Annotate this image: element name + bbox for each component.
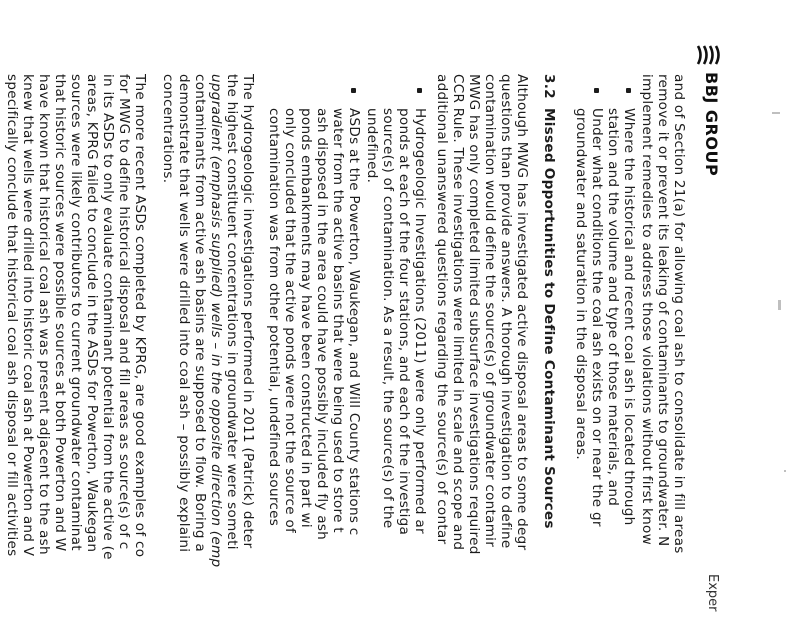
text-line: Where the historical and recent coal ash is located through: [621, 108, 637, 526]
text-line: only concluded that the active ponds were not the source of: [282, 108, 298, 534]
text-line: The more recent ASDs completed by KPRG, are good examples of co: [132, 74, 148, 558]
text-line: in its ASDs to only evaluate contaminant potential from the active (e: [100, 74, 116, 560]
scan-artifact: [784, 470, 786, 472]
text-line: concentrations.: [160, 74, 176, 184]
scan-artifact: [772, 112, 780, 114]
text-line: have known that historical coal ash was present adjacent to the ash: [36, 74, 52, 555]
bullet-icon: [417, 88, 422, 93]
text-line: for MWG to define historical disposal and fill areas as source(s) of c: [116, 74, 132, 550]
text-line: Under what conditions the coal ash exists on or near the gr: [589, 108, 605, 527]
text-line: contaminants from active ash basins are supposed to flow. Boring a: [192, 74, 208, 552]
text-line: contamination would define the source(s) of groundwater contamir: [482, 74, 498, 548]
text-line: specifically conclude that historical coal ash disposal or fill activities: [4, 74, 20, 557]
text-line: MWG has only completed limited subsurface investigations required: [466, 74, 482, 555]
text-line: ASDs at the Powerton, Waukegan, and Will County stations c: [346, 108, 362, 536]
bullet-icon: [594, 88, 599, 93]
header-right-text: Exper: [705, 574, 720, 612]
text-line: groundwater and saturation in the disposal areas.: [573, 108, 589, 460]
text-line: Hydrogeologic Investigations (2011) were only performed ar: [412, 108, 428, 534]
text-line: ponds embankments may have been constructed in part wi: [298, 108, 314, 528]
bullet-icon: [626, 88, 631, 93]
text-line: contamination was from other potential, undefined sources: [266, 108, 282, 527]
text-line: Although MWG has investigated active disposal areas to some degr: [514, 74, 530, 551]
text-line: ponds at each of the four stations, and each of the investiga: [396, 108, 412, 536]
text-line: additional unanswered questions regarding the source(s) of contar: [434, 74, 450, 545]
section-title: Missed Opportunities to Define Contaminant Sources: [541, 108, 557, 529]
text-line: CCR Rule. These investigations were limited in scale and scope and: [450, 74, 466, 551]
text-line: upgradient (emphasis supplied) wells – in the opposite direction (emp: [208, 74, 224, 568]
text-line: the highest constituent concentrations in groundwater were someti: [224, 74, 240, 550]
text-line: and of Section 21(a) for allowing coal ash to consolidate in fill areas: [671, 74, 687, 554]
text-line: source(s) of contamination. As a result, the source(s) of the: [380, 108, 396, 529]
text-line: demonstrate that wells were drilled into coal ash – possibly explaini: [176, 74, 192, 553]
text-line: water from the active basins that were being used to store t: [330, 108, 346, 533]
text-line: areas, KPRG failed to conclude in the ASDs for Powerton, Waukegan: [84, 74, 100, 553]
section-number: 3.2: [541, 74, 557, 99]
bbj-logo-icon: [692, 44, 722, 66]
scan-artifact: [778, 300, 781, 310]
text-line: The hydrogeologic investigations performed in 2011 (Patrick) deter: [240, 74, 256, 549]
text-line: implement remedies to address those violations without first know: [639, 74, 655, 545]
text-line: station and the volume and type of those materials, and: [605, 108, 621, 507]
text-line: knew that wells were drilled into historic coal ash at Powerton and V: [20, 74, 36, 557]
text-line: remove it or prevent its leaking of contaminants to groundwater. N: [655, 74, 671, 547]
text-line: that historic sources were possible sources at both Powerton and W: [52, 74, 68, 552]
bullet-icon: [351, 88, 356, 93]
text-line: sources were likely contributors to current groundwater contaminat: [68, 74, 84, 551]
text-line: undefined.: [364, 108, 380, 184]
text-line: questions than provide answers. A thorough investigation to define: [498, 74, 514, 549]
brand-name: BBJ GROUP: [702, 72, 721, 177]
text-line: ash disposed in the area could have possibly included fly ash: [314, 108, 330, 541]
